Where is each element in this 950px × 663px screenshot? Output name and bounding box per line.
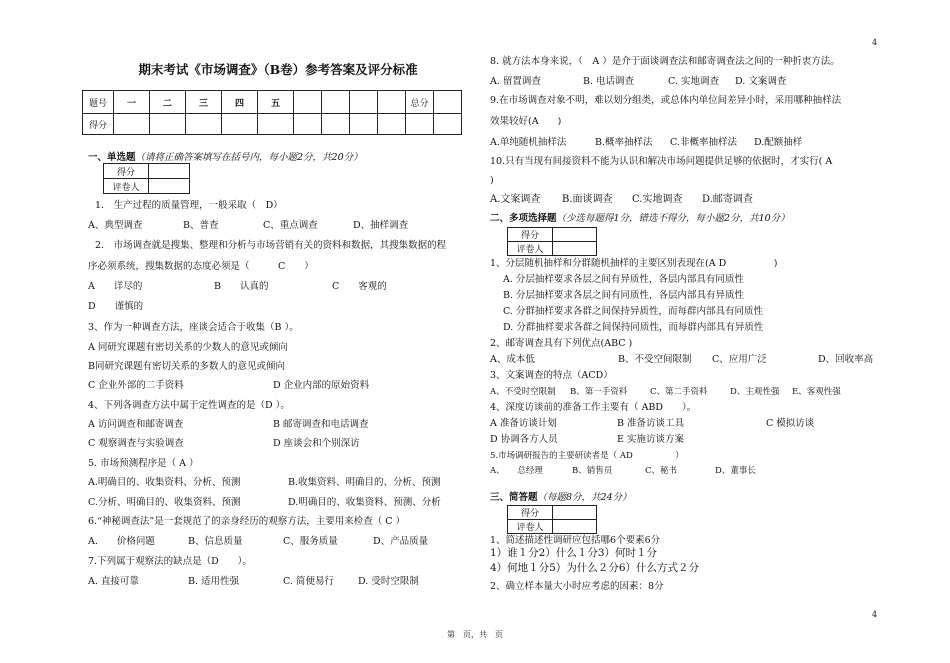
option: A、 总经理 [490, 466, 543, 476]
score-cell [150, 114, 186, 135]
score-cell: 得分 [83, 114, 114, 135]
option: E 实施访谈方案 [617, 434, 684, 445]
grader-label: 评卷人 [508, 520, 553, 534]
multi-question-1: 1、分层随机抽样和分群随机抽样的主要区别表现在(A D ) [490, 258, 778, 269]
score-cell: 二 [150, 91, 186, 114]
question-8: 8. 就方法本身来说，（ A ）是介于面谈调查法和邮寄调查法之间的一种折衷方法。 [490, 56, 840, 67]
question-2-option-d: D 谨慎的 [88, 301, 144, 312]
option: C.分析、明确目的、收集资料、预测 [88, 497, 241, 508]
score-cell: 四 [222, 91, 258, 114]
option: C、秘书 [645, 466, 678, 476]
score-cell: 一 [114, 91, 150, 114]
multi-question-4: 4、深度访谈前的准备工作主要有（ ABD ）。 [490, 402, 697, 413]
option: C 模拟访谈 [766, 418, 815, 429]
option: A.明确目的、收集资料、分析、预测 [88, 477, 241, 488]
question-10-line2: ) [490, 175, 494, 186]
option: B、普查 [183, 220, 219, 231]
option: B、第一手资料 [570, 387, 628, 397]
option: B. 电话调查 [583, 76, 635, 87]
score-cell [322, 114, 350, 135]
option: B、信息质量 [188, 536, 243, 547]
option: B、销售员 [572, 466, 613, 476]
option: A 访问调查和邮寄调查 [88, 419, 184, 430]
option: A、成本低 [490, 354, 535, 365]
question-2-line2: 序必须系统，搜集数据的态度必须是（ C ） [88, 261, 314, 272]
grader-label: 得分 [104, 164, 149, 179]
page-number-bottom: 4 [872, 610, 878, 619]
question-10-line1: 10.只有当现有间接资料不能为认识和解决市场问题提供足够的依据时，才实行( A [490, 156, 833, 167]
grader-label: 评卷人 [104, 179, 149, 194]
option: D. 受时空限制 [358, 576, 419, 587]
grader-cell [553, 228, 597, 242]
short-answer-1: 1、简述描述性调研应包括哪6个要素6分 [490, 535, 661, 546]
option: D 协调各方人员 [490, 434, 558, 445]
option: E、客观性强 [792, 387, 841, 397]
score-cell [378, 114, 406, 135]
option: D、产品质量 [373, 536, 429, 547]
score-cell [294, 114, 322, 135]
option: A.文案调查 [490, 194, 541, 205]
multi-question-1-c: C. 分群抽样要求各群之间保持异质性，而每群内部具有同质性 [503, 306, 763, 317]
score-cell [186, 114, 222, 135]
grader-cell [553, 242, 597, 256]
question-5: 5. 市场预测程序是（ A ） [88, 458, 199, 469]
option: C、应用广泛 [712, 354, 767, 365]
option: A、不受时空限制 [490, 387, 556, 397]
option: D. 文案调查 [735, 76, 787, 87]
multi-question-2: 2、邮寄调查具有下列优点(ABC ) [490, 338, 633, 349]
option: A.单纯随机抽样法 [490, 137, 567, 148]
question-9-line1: 9.在市场调查对象不明，难以划分组类，或总体内单位间差异小时，采用哪种抽样法 [490, 95, 842, 106]
option: D、董事长 [715, 466, 756, 476]
option: B、不受空间限制 [618, 354, 692, 365]
option: B.概率抽样法 [595, 137, 653, 148]
option: C、重点调查 [263, 220, 318, 231]
option: D、抽样调查 [353, 220, 409, 231]
score-cell [322, 91, 350, 114]
question-6: 6.“神秘调查法”是一套规范了的亲身经历的观察方法，主要用来检查（ C ） [88, 516, 406, 527]
option: D、主观性强 [730, 387, 780, 397]
grader-box-3 [507, 505, 597, 534]
score-cell: 总分 [406, 91, 434, 114]
option: C 企业外部的二手资料 [88, 380, 184, 391]
question-2-line1: 2. 市场调查就是搜集、整理和分析与市场营销有关的资料和数据，其搜集数据的程 [95, 240, 447, 251]
multi-question-3: 3、文案调查的特点（ACD） [490, 370, 613, 381]
option: A. 留置调查 [490, 76, 541, 87]
multi-question-1-b: B. 分层抽样要求各层之间有同质性，各层内部具有异质性 [503, 290, 745, 301]
grader-box-1 [103, 163, 190, 194]
option: C. 简便易行 [283, 576, 334, 587]
score-cell [350, 91, 378, 114]
grader-label: 得分 [508, 506, 553, 520]
option: A、典型调查 [88, 220, 143, 231]
grader-cell [553, 520, 597, 534]
section2-heading [490, 213, 790, 225]
question-3: 3、作为一种调查方法，座谈会适合于收集（B ）。 [88, 322, 299, 333]
section2-note: （少选每题得1分，错选不得分，每小题2分，共10分） [556, 213, 790, 224]
score-cell [350, 114, 378, 135]
score-cell [434, 114, 462, 135]
option: A 准备访谈计划 [490, 418, 557, 429]
option: D.配额抽样 [754, 137, 803, 148]
option: C、服务质量 [283, 536, 338, 547]
section3-note: （每题8分，共24分） [537, 492, 632, 503]
page-number-top: 4 [872, 38, 878, 47]
question-1: 1. 生产过程的质量管理，一般采取（ D） [95, 200, 283, 211]
grader-box-2 [507, 227, 597, 256]
page-title: 期末考试《市场调查》（B卷）参考答案及评分标准 [138, 62, 418, 77]
grader-cell [149, 179, 190, 194]
question-9-line2: 效果较好(A ) [490, 116, 562, 127]
score-cell: 题号 [83, 91, 114, 114]
option: D 座谈会和个别深访 [273, 438, 360, 449]
option: D.明确目的、收集资料、预测、分析 [288, 497, 441, 508]
score-cell [378, 91, 406, 114]
grader-cell [553, 506, 597, 520]
short-answer-2: 2、确立样本量大小时应考虑的因素：8分 [490, 581, 664, 592]
grader-label: 评卷人 [508, 242, 553, 256]
score-cell: 三 [186, 91, 222, 114]
score-cell [258, 114, 294, 135]
option: C.非概率抽样法 [670, 137, 737, 148]
section2-title: 二、多项选择题 [490, 213, 557, 224]
question-4: 4、下列各调查方法中属于定性调查的是（D ）。 [88, 400, 290, 411]
option: B 准备访谈工具 [617, 418, 685, 429]
short-answer-1-answer1: 1）谁１分2）什么１分3）何时１分 [490, 547, 658, 559]
option: C 客观的 [332, 281, 387, 292]
grader-label: 得分 [508, 228, 553, 242]
page-footer: 第 页，共 页 [447, 630, 503, 639]
option: B.面谈调查 [562, 194, 613, 205]
question-3-option-b: B同研究课题有密切关系的多数人的意见或倾向 [88, 361, 285, 372]
score-cell [114, 114, 150, 135]
option: A. 直接可靠 [88, 576, 139, 587]
section3-title: 三、简答题 [490, 492, 538, 503]
multi-question-1-a: A. 分层抽样要求各层之间有异质性，各层内部具有同质性 [503, 274, 744, 285]
question-3-option-a: A 同研究课题有密切关系的少数人的意见或倾向 [88, 342, 288, 353]
option: D、回收率高 [818, 354, 874, 365]
option: B 认真的 [214, 281, 269, 292]
score-cell [222, 114, 258, 135]
multi-question-5: 5.市场调研报告的主要研读者是（ AD ） [490, 451, 684, 461]
section3-heading [490, 492, 632, 504]
option: D 企业内部的原始资料 [273, 380, 370, 391]
score-cell [406, 114, 434, 135]
question-7: 7.下列属于观察法的缺点是（D ）。 [88, 556, 252, 567]
option: A 详尽的 [88, 281, 143, 292]
option: C.实地调查 [632, 194, 683, 205]
multi-question-1-d: D. 分群抽样要求各群之间保持同质性，而每群内部具有异质性 [503, 322, 764, 333]
grader-cell [149, 164, 190, 179]
option: A. 价格问题 [88, 536, 155, 547]
option: C. 实地调查 [668, 76, 719, 87]
short-answer-1-answer2: 4）何地１分5）为什么２分6）什么方式２分 [490, 562, 700, 574]
section1-note: （请将正确答案填写在括号内，每小题2分，共20分） [135, 152, 363, 163]
section1-title: 一、单选题 [88, 152, 136, 163]
option: B.收集资料、明确目的、分析、预测 [288, 477, 441, 488]
score-table [82, 90, 462, 135]
score-cell [434, 91, 462, 114]
option: C 观察调查与实验调查 [88, 438, 184, 449]
score-cell [294, 91, 322, 114]
option: D.邮寄调查 [702, 194, 753, 205]
option: B. 适用性强 [188, 576, 240, 587]
score-cell: 五 [258, 91, 294, 114]
option: C、第二手资料 [650, 387, 708, 397]
option: B 邮寄调查和电话调查 [273, 419, 369, 430]
